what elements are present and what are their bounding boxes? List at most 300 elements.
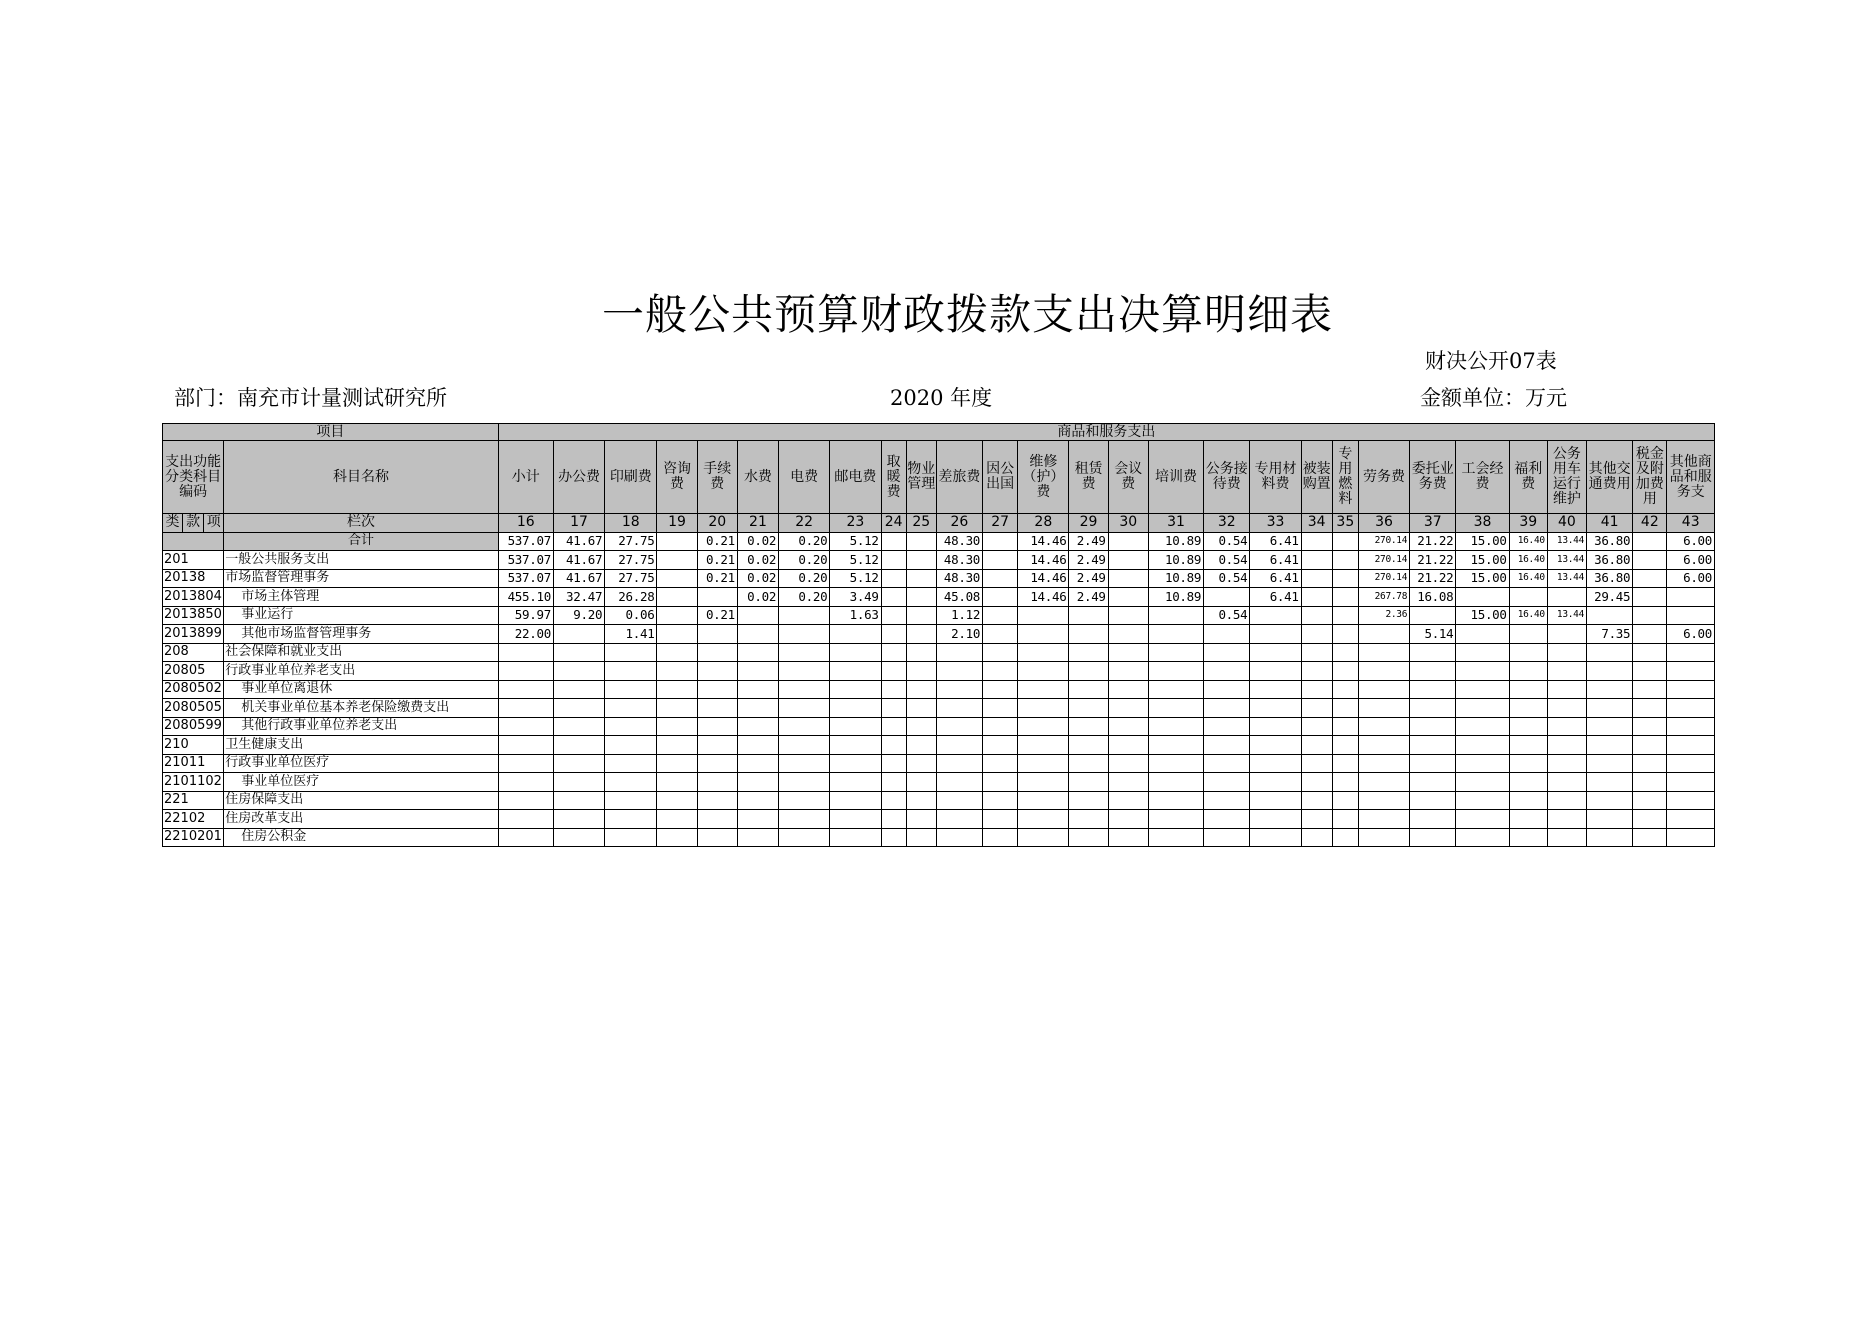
value-cell [1633,828,1667,847]
value-cell: 15.00 [1456,551,1509,570]
value-cell [1018,717,1069,736]
value-cell [1108,680,1148,699]
value-cell [657,625,697,644]
value-cell [1456,773,1509,792]
function-code-cell: 20138 [163,569,224,588]
value-cell [936,810,982,829]
function-code-cell: 2013899 [163,625,224,644]
value-cell [1410,680,1456,699]
table-row [163,588,1715,607]
column-header: 会议费 [1108,441,1148,514]
value-cell: 45.08 [936,588,982,607]
column-number: 21 [737,514,778,533]
function-code-cell: 2080502 [163,680,224,699]
column-header: 租赁费 [1069,441,1108,514]
value-cell [936,828,982,847]
value-cell [737,810,778,829]
value-cell [605,717,657,736]
value-cell [830,791,881,810]
table-row [163,625,1715,644]
value-cell [1148,773,1203,792]
value-cell [697,680,737,699]
value-cell [553,699,604,718]
total-value-cell: 6.00 [1667,532,1715,551]
value-cell [779,662,830,681]
value-cell [1509,754,1547,773]
value-cell [1301,810,1332,829]
value-cell [881,736,906,755]
value-cell [605,662,657,681]
value-cell [1410,717,1456,736]
value-cell [936,699,982,718]
column-header: 公务接待费 [1204,441,1250,514]
value-cell [1108,588,1148,607]
value-cell [1509,625,1547,644]
value-cell [498,810,553,829]
value-cell [906,606,936,625]
lei-header: 类 [163,514,183,533]
total-value-cell: 0.21 [697,532,737,551]
value-cell [881,828,906,847]
value-cell: 13.44 [1547,569,1586,588]
value-cell [881,551,906,570]
value-cell [1547,717,1586,736]
value-cell [1509,699,1547,718]
value-cell: 48.30 [936,551,982,570]
value-cell: 16.08 [1410,588,1456,607]
value-cell [1332,551,1358,570]
subject-name-cell: 事业单位离退休 [224,680,498,699]
value-cell [1410,643,1456,662]
total-value-cell [657,532,697,551]
value-cell: 6.00 [1667,551,1715,570]
value-cell: 5.14 [1410,625,1456,644]
total-value-cell: 6.41 [1250,532,1301,551]
value-cell [983,662,1018,681]
subject-name-cell: 社会保障和就业支出 [224,643,498,662]
value-cell [1456,625,1509,644]
column-number: 30 [1108,514,1148,533]
subject-name-header: 科目名称 [224,441,498,514]
value-cell [830,643,881,662]
value-cell [657,791,697,810]
value-cell [1332,736,1358,755]
table-row [163,810,1715,829]
value-cell [1148,662,1203,681]
value-cell [1633,773,1667,792]
total-value-cell: 0.02 [737,532,778,551]
value-cell [697,754,737,773]
value-cell [983,625,1018,644]
value-cell [1587,643,1633,662]
value-cell [1633,791,1667,810]
value-cell [1018,606,1069,625]
subject-name-cell: 其他市场监督管理事务 [224,625,498,644]
value-cell [1301,717,1332,736]
value-cell [1358,736,1409,755]
value-cell [1069,791,1108,810]
value-cell [657,588,697,607]
value-cell [983,773,1018,792]
value-cell [983,791,1018,810]
total-value-cell [1108,532,1148,551]
value-cell [779,791,830,810]
column-header: 培训费 [1148,441,1203,514]
value-cell [605,791,657,810]
value-cell [697,828,737,847]
value-cell: 0.06 [605,606,657,625]
subject-name-cell: 机关事业单位基本养老保险缴费支出 [224,699,498,718]
value-cell: 14.46 [1018,569,1069,588]
value-cell [1018,643,1069,662]
value-cell: 270.14 [1358,569,1409,588]
column-header: 其他交通费用 [1587,441,1633,514]
value-cell [737,828,778,847]
value-cell [1587,773,1633,792]
value-cell [605,773,657,792]
value-cell: 26.28 [605,588,657,607]
project-header: 项目 [163,424,499,441]
subject-name-cell: 市场监督管理事务 [224,569,498,588]
column-number: 28 [1018,514,1069,533]
value-cell [1456,717,1509,736]
value-cell [1358,662,1409,681]
total-value-cell [1332,532,1358,551]
column-header: 取暖费 [881,441,906,514]
column-number: 37 [1410,514,1456,533]
value-cell [1018,680,1069,699]
value-cell [1148,699,1203,718]
value-cell [1332,569,1358,588]
total-code-cell [163,532,224,551]
value-cell [881,606,906,625]
column-number: 20 [697,514,737,533]
value-cell [1547,680,1586,699]
value-cell [1547,754,1586,773]
value-cell [1204,625,1250,644]
value-cell [983,606,1018,625]
value-cell [498,662,553,681]
value-cell [1069,736,1108,755]
subject-name-cell: 事业单位医疗 [224,773,498,792]
value-cell [1667,717,1715,736]
value-cell [1250,773,1301,792]
column-header: 因公出国 [983,441,1018,514]
value-cell [1069,717,1108,736]
total-value-cell: 21.22 [1410,532,1456,551]
value-cell [553,680,604,699]
value-cell: 15.00 [1456,606,1509,625]
subject-name-cell: 行政事业单位医疗 [224,754,498,773]
function-code-cell: 21011 [163,754,224,773]
value-cell [1332,606,1358,625]
value-cell [1108,810,1148,829]
value-cell: 10.89 [1148,588,1203,607]
value-cell [906,625,936,644]
value-cell [1456,791,1509,810]
value-cell [1204,754,1250,773]
value-cell [830,754,881,773]
value-cell [1250,680,1301,699]
value-cell: 29.45 [1587,588,1633,607]
value-cell [1358,717,1409,736]
subject-name-cell: 住房保障支出 [224,791,498,810]
column-number: 31 [1148,514,1203,533]
value-cell [1667,680,1715,699]
value-cell [498,754,553,773]
value-cell [1587,828,1633,847]
value-cell: 2.49 [1069,551,1108,570]
total-value-cell: 41.67 [553,532,604,551]
value-cell [1148,754,1203,773]
value-cell [1456,828,1509,847]
value-cell [1148,828,1203,847]
value-cell: 13.44 [1547,551,1586,570]
value-cell [1456,810,1509,829]
column-number: 19 [657,514,697,533]
value-cell [657,662,697,681]
column-number: 40 [1547,514,1586,533]
column-header: 邮电费 [830,441,881,514]
function-code-cell: 20805 [163,662,224,681]
value-cell [1069,680,1108,699]
value-cell [830,810,881,829]
value-cell [1667,699,1715,718]
value-cell [1667,643,1715,662]
value-cell [1301,791,1332,810]
value-cell [1667,810,1715,829]
value-cell [697,588,737,607]
value-cell [906,588,936,607]
value-cell [605,699,657,718]
column-header: 专用燃料 [1332,441,1358,514]
value-cell [1456,736,1509,755]
column-header: 工会经费 [1456,441,1509,514]
value-cell [936,662,982,681]
amount-unit-label: 金额单位：万元 [1420,386,1567,410]
column-header: 被装购置 [1301,441,1332,514]
value-cell [1204,828,1250,847]
function-code-cell: 2101102 [163,773,224,792]
value-cell [1301,680,1332,699]
value-cell [1018,773,1069,792]
value-cell [1358,643,1409,662]
value-cell [1509,736,1547,755]
value-cell [1301,625,1332,644]
value-cell [1358,754,1409,773]
value-cell: 10.89 [1148,551,1203,570]
value-cell: 0.20 [779,588,830,607]
value-cell [1633,588,1667,607]
value-cell [1456,662,1509,681]
value-cell [1108,773,1148,792]
value-cell [779,699,830,718]
value-cell [498,699,553,718]
value-cell: 27.75 [605,569,657,588]
value-cell [737,699,778,718]
value-cell [657,828,697,847]
value-cell [657,754,697,773]
value-cell: 267.78 [1358,588,1409,607]
total-value-cell: 27.75 [605,532,657,551]
value-cell: 537.07 [498,551,553,570]
value-cell [1332,643,1358,662]
column-header: 专用材料费 [1250,441,1301,514]
table-row [163,717,1715,736]
value-cell [737,773,778,792]
total-value-cell: 2.49 [1069,532,1108,551]
value-cell: 41.67 [553,569,604,588]
value-cell [1509,773,1547,792]
subject-name-cell: 市场主体管理 [224,588,498,607]
value-cell [936,680,982,699]
value-cell [1358,810,1409,829]
total-value-cell [1633,532,1667,551]
column-number: 34 [1301,514,1332,533]
value-cell [1667,588,1715,607]
value-cell [657,810,697,829]
value-cell [498,791,553,810]
function-code-cell: 210 [163,736,224,755]
value-cell [1509,828,1547,847]
column-number: 42 [1633,514,1667,533]
value-cell [1332,810,1358,829]
subject-name-cell: 事业运行 [224,606,498,625]
value-cell [1587,791,1633,810]
value-cell [1301,643,1332,662]
table-row [163,773,1715,792]
value-cell: 21.22 [1410,569,1456,588]
value-cell: 6.00 [1667,569,1715,588]
value-cell [1547,643,1586,662]
value-cell [605,680,657,699]
value-cell [1148,736,1203,755]
value-cell [779,680,830,699]
value-cell [936,736,982,755]
value-cell: 1.12 [936,606,982,625]
value-cell: 0.02 [737,551,778,570]
value-cell [1204,791,1250,810]
value-cell [1204,717,1250,736]
value-cell [553,773,604,792]
value-cell [1633,606,1667,625]
value-cell [553,754,604,773]
value-cell [553,662,604,681]
value-cell [1301,569,1332,588]
value-cell [1204,773,1250,792]
value-cell: 15.00 [1456,569,1509,588]
value-cell [1301,662,1332,681]
value-cell [1410,754,1456,773]
value-cell [697,810,737,829]
value-cell [1332,680,1358,699]
value-cell [1148,606,1203,625]
value-cell [1587,810,1633,829]
value-cell [906,754,936,773]
value-cell [1018,810,1069,829]
value-cell [498,736,553,755]
value-cell [737,662,778,681]
table-row [163,699,1715,718]
value-cell [1069,810,1108,829]
column-number: 25 [906,514,936,533]
value-cell: 3.49 [830,588,881,607]
function-code-cell: 2210201 [163,828,224,847]
value-cell [1587,717,1633,736]
value-cell: 16.40 [1509,606,1547,625]
value-cell [657,717,697,736]
value-cell: 0.21 [697,569,737,588]
value-cell [737,754,778,773]
total-value-cell: 13.44 [1547,532,1586,551]
value-cell [906,680,936,699]
value-cell [737,791,778,810]
value-cell [1410,810,1456,829]
value-cell [1547,791,1586,810]
value-cell [1509,643,1547,662]
value-cell [1108,643,1148,662]
value-cell: 6.41 [1250,569,1301,588]
value-cell [737,606,778,625]
value-cell [1633,717,1667,736]
value-cell [1633,643,1667,662]
value-cell [498,643,553,662]
value-cell [1332,625,1358,644]
value-cell: 10.89 [1148,569,1203,588]
table-row [163,754,1715,773]
value-cell [1547,699,1586,718]
value-cell [1633,569,1667,588]
value-cell [1069,773,1108,792]
value-cell [657,699,697,718]
value-cell: 6.41 [1250,588,1301,607]
function-code-cell: 221 [163,791,224,810]
value-cell [936,643,982,662]
value-cell [1108,569,1148,588]
value-cell [1358,828,1409,847]
value-cell [1069,662,1108,681]
table-row [163,643,1715,662]
value-cell [881,569,906,588]
function-code-cell: 2080599 [163,717,224,736]
value-cell [983,588,1018,607]
value-cell [1250,643,1301,662]
total-value-cell: 48.30 [936,532,982,551]
value-cell [657,773,697,792]
function-code-cell: 22102 [163,810,224,829]
value-cell [1108,828,1148,847]
table-row [163,569,1715,588]
value-cell [657,606,697,625]
value-cell [657,569,697,588]
value-cell [830,662,881,681]
subject-name-cell: 住房改革支出 [224,810,498,829]
total-value-cell: 270.14 [1358,532,1409,551]
value-cell [936,754,982,773]
function-code-cell: 2013850 [163,606,224,625]
value-cell [1204,699,1250,718]
expenditure-detail-table [162,423,1715,847]
value-cell [1587,754,1633,773]
value-cell [779,754,830,773]
column-header: 差旅费 [936,441,982,514]
total-value-cell: 0.20 [779,532,830,551]
value-cell [737,680,778,699]
value-cell [1633,551,1667,570]
value-cell [779,773,830,792]
value-cell [1204,643,1250,662]
total-value-cell: 0.54 [1204,532,1250,551]
